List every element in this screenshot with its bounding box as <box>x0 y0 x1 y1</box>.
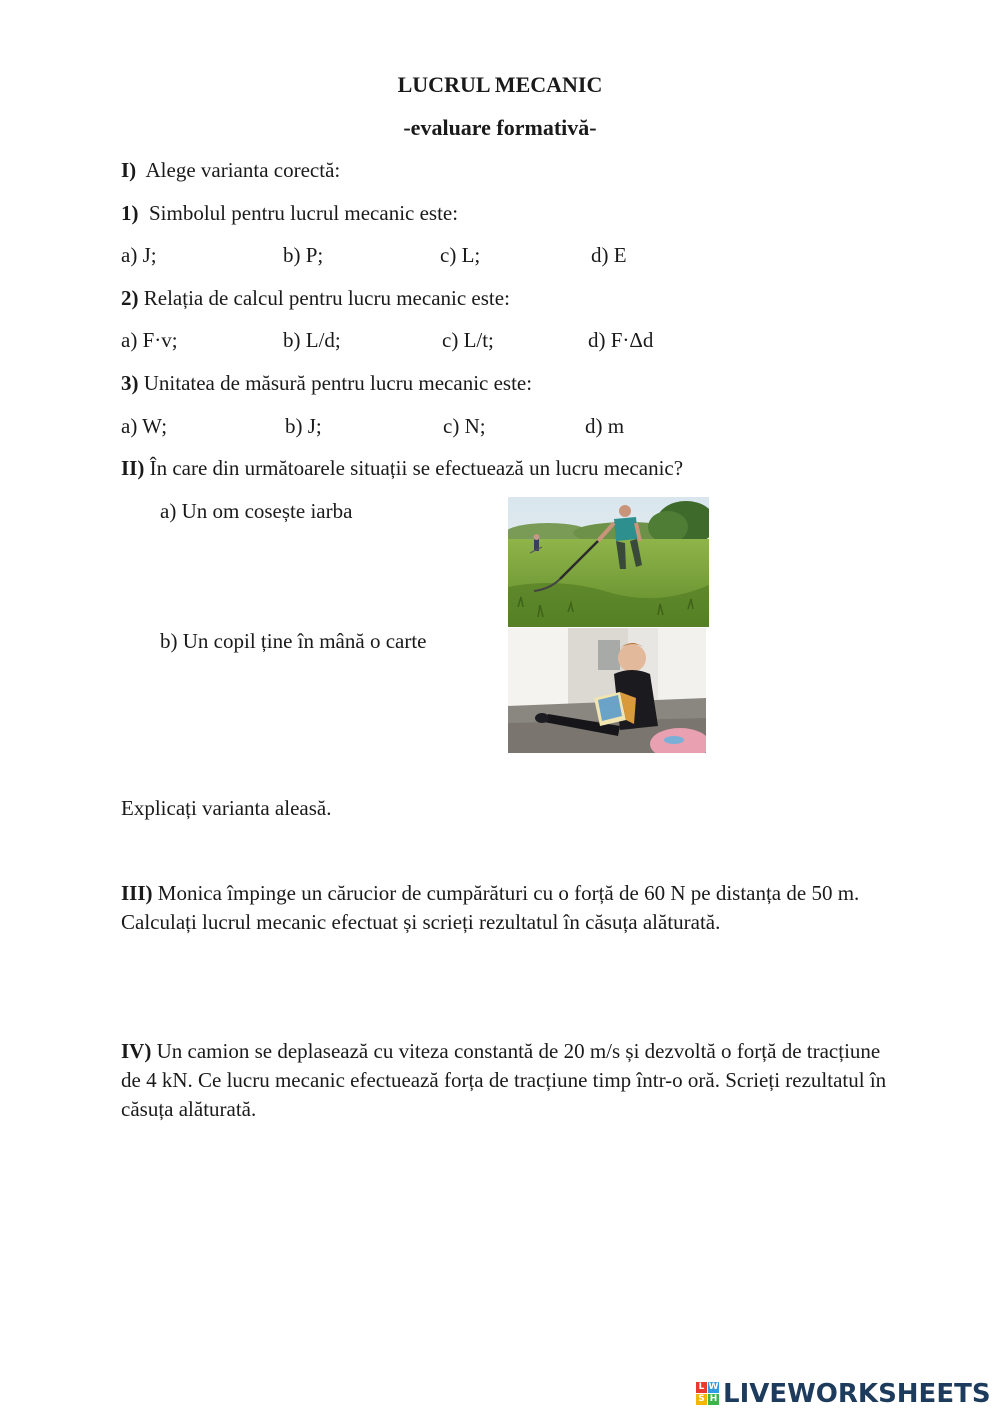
situation-option-a[interactable]: a) Un om cosește iarba <box>160 499 353 523</box>
section-2-heading <box>121 454 683 482</box>
question-1-number: 1) <box>121 201 139 225</box>
child-holding-book-photo <box>508 628 706 753</box>
section-3-paragraph <box>121 879 891 937</box>
question-1 <box>121 199 458 227</box>
page-title: LUCRUL MECANIC <box>397 72 603 97</box>
q2-option-d[interactable]: d) F·Δd <box>588 328 654 352</box>
explain-prompt: Explicați varianta aleasă. <box>121 796 332 820</box>
liveworksheets-watermark <box>696 1378 991 1410</box>
question-3 <box>121 369 532 397</box>
q2-option-a[interactable]: a) F·v; <box>121 328 178 352</box>
logo-cell: H <box>709 1394 718 1404</box>
section-4-text: Un camion se deplasează cu viteza constantă de 20 m/s și dezvoltă o forță de tracțiune de 4 kN. Ce lucru mecanic efectuează forța de tracțiune timp într-o oră. Scrieți rezultatul în căsuța alăturată. <box>121 1039 887 1121</box>
section-1-text: Alege varianta corectă: <box>145 158 341 182</box>
question-1-text: Simbolul pentru lucrul mecanic este: <box>149 201 459 225</box>
section-1-heading <box>121 156 340 184</box>
section-3-label: III) <box>121 881 153 905</box>
q3-option-b[interactable]: b) J; <box>285 414 322 438</box>
question-2-text: Relația de calcul pentru lucru mecanic este: <box>143 286 510 310</box>
section-2-label: II) <box>121 456 145 480</box>
q1-option-a[interactable]: a) J; <box>121 243 157 267</box>
section-4-paragraph <box>121 1037 891 1124</box>
q3-option-a[interactable]: a) W; <box>121 414 168 438</box>
section-4-label: IV) <box>121 1039 152 1063</box>
logo-cell: L <box>696 1382 707 1393</box>
q2-option-c[interactable]: c) L/t; <box>442 328 494 352</box>
logo-cell: W <box>708 1382 719 1392</box>
q1-option-b[interactable]: b) P; <box>283 243 324 267</box>
section-2-text: În care din următoarele situații se efectuează un lucru mecanic? <box>149 456 684 480</box>
watermark-text: LIVEWORKSHEETS <box>723 1379 991 1409</box>
page-subtitle: -evaluare formativă- <box>403 115 597 140</box>
mowing-grass-photo <box>508 497 709 627</box>
question-2 <box>121 284 510 312</box>
situation-option-b[interactable]: b) Un copil ține în mână o carte <box>160 629 427 653</box>
logo-cell: S <box>696 1394 707 1405</box>
q1-option-c[interactable]: c) L; <box>440 243 481 267</box>
question-2-number: 2) <box>121 286 139 310</box>
q3-option-d[interactable]: d) m <box>585 414 625 438</box>
question-3-text: Unitatea de măsură pentru lucru mecanic este: <box>143 371 533 395</box>
section-3-text: Monica împinge un cărucior de cumpărături cu o forță de 60 N pe distanța de 50 m. Calculați lucrul mecanic efectuat și scrieți rezultatul în căsuța alăturată. <box>121 881 860 934</box>
q2-option-b[interactable]: b) L/d; <box>283 328 341 352</box>
q1-option-d[interactable]: d) E <box>591 243 627 267</box>
q3-option-c[interactable]: c) N; <box>443 414 486 438</box>
liveworksheets-logo-icon <box>696 1382 720 1406</box>
question-3-number: 3) <box>121 371 139 395</box>
section-1-label: I) <box>121 158 137 182</box>
